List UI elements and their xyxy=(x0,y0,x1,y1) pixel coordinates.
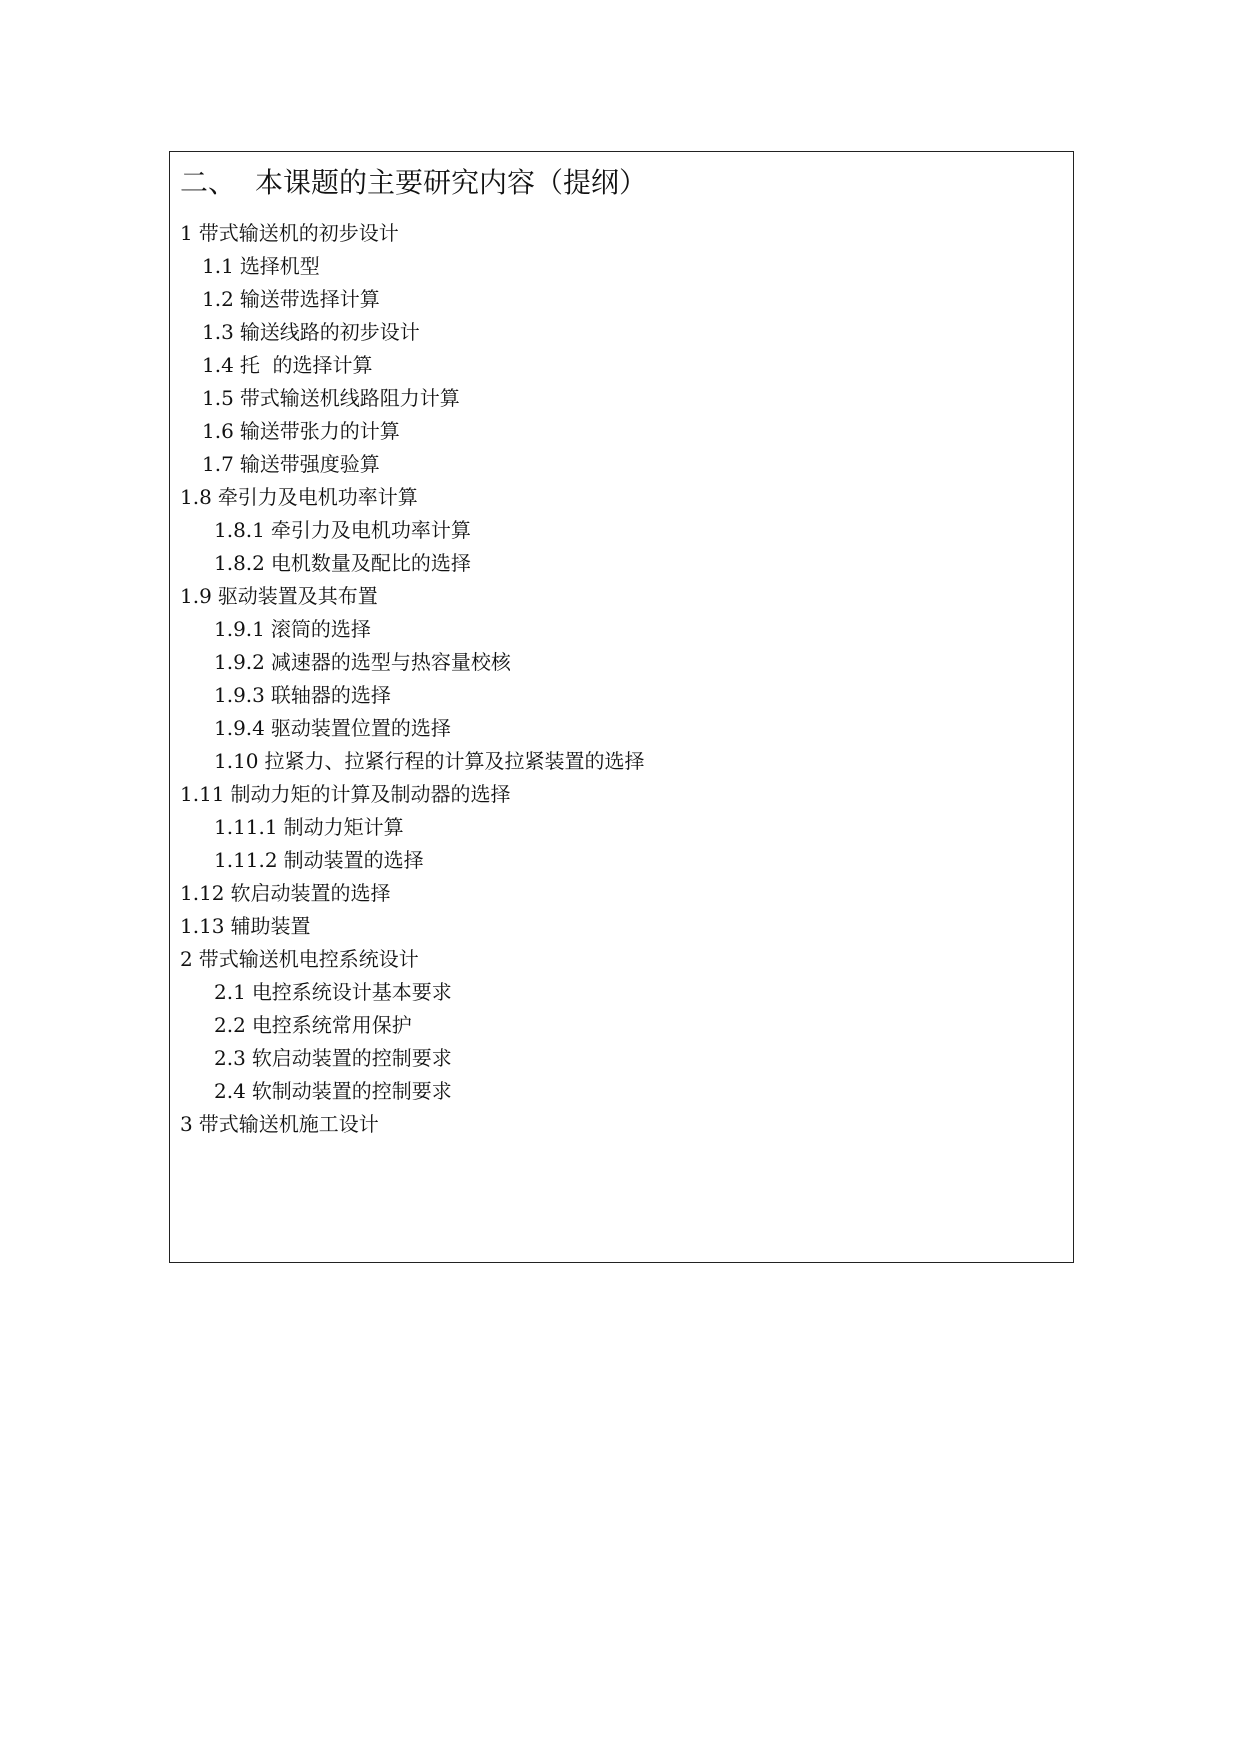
item-number: 1.1 xyxy=(202,254,234,278)
item-text: 托 的选择计算 xyxy=(239,353,373,377)
outline-item xyxy=(214,813,404,841)
outline-item xyxy=(202,285,380,313)
item-number: 1.11 xyxy=(180,782,225,806)
item-number: 2.1 xyxy=(214,980,246,1004)
item-number: 1.4 xyxy=(202,353,234,377)
item-number: 2.2 xyxy=(214,1013,246,1037)
section-title: 本课题的主要研究内容（提纲） xyxy=(255,166,648,199)
item-number: 2 xyxy=(180,947,193,971)
item-number: 1.11.1 xyxy=(214,815,278,839)
outline-item xyxy=(202,318,420,346)
item-text: 选择机型 xyxy=(239,254,320,278)
item-text: 输送带张力的计算 xyxy=(239,419,400,443)
item-number: 1.5 xyxy=(202,386,234,410)
outline-item xyxy=(214,681,391,709)
item-number: 1.9.4 xyxy=(214,716,265,740)
outline-item xyxy=(214,615,371,643)
outline-item xyxy=(202,450,380,478)
item-number: 1.9.2 xyxy=(214,650,265,674)
item-text: 驱动装置及其布置 xyxy=(217,584,378,608)
item-text: 牵引力及电机功率计算 xyxy=(270,518,471,542)
outline-item xyxy=(180,780,511,808)
outline-item xyxy=(214,516,471,544)
outline-item xyxy=(214,1077,452,1105)
outline-item xyxy=(180,483,418,511)
item-text: 带式输送机电控系统设计 xyxy=(198,947,419,971)
outline-item xyxy=(180,582,378,610)
outline-item xyxy=(202,417,400,445)
item-text: 电控系统常用保护 xyxy=(251,1013,412,1037)
item-text: 制动力矩的计算及制动器的选择 xyxy=(230,782,511,806)
item-number: 1.11.2 xyxy=(214,848,278,872)
section-heading xyxy=(180,163,647,203)
outline-item xyxy=(214,846,424,874)
item-text: 带式输送机的初步设计 xyxy=(198,221,399,245)
outline-item xyxy=(180,912,311,940)
item-text: 电控系统设计基本要求 xyxy=(251,980,452,1004)
item-number: 1.10 xyxy=(214,749,259,773)
item-text: 滚筒的选择 xyxy=(270,617,371,641)
item-text: 软启动装置的控制要求 xyxy=(251,1046,452,1070)
outline-item xyxy=(202,384,460,412)
item-text: 拉紧力、拉紧行程的计算及拉紧装置的选择 xyxy=(264,749,645,773)
item-text: 辅助装置 xyxy=(230,914,311,938)
outline-item xyxy=(214,1044,452,1072)
outline-item xyxy=(180,219,399,247)
item-number: 1 xyxy=(180,221,193,245)
item-text: 制动装置的选择 xyxy=(283,848,424,872)
outline-item xyxy=(214,549,471,577)
item-number: 1.8.1 xyxy=(214,518,265,542)
item-number: 1.3 xyxy=(202,320,234,344)
item-text: 制动力矩计算 xyxy=(283,815,404,839)
item-number: 1.7 xyxy=(202,452,234,476)
item-number: 1.12 xyxy=(180,881,225,905)
item-number: 3 xyxy=(180,1112,193,1136)
item-text: 带式输送机线路阻力计算 xyxy=(239,386,460,410)
item-text: 输送带选择计算 xyxy=(239,287,380,311)
item-number: 1.8.2 xyxy=(214,551,265,575)
outline-item xyxy=(214,1011,412,1039)
outline-item xyxy=(214,648,511,676)
outline-item xyxy=(180,879,391,907)
item-number: 1.9.1 xyxy=(214,617,265,641)
item-text: 软制动装置的控制要求 xyxy=(251,1079,452,1103)
item-number: 1.9 xyxy=(180,584,212,608)
outline-item xyxy=(214,714,451,742)
item-number: 1.2 xyxy=(202,287,234,311)
item-number: 1.9.3 xyxy=(214,683,265,707)
item-number: 2.4 xyxy=(214,1079,246,1103)
item-number: 1.8 xyxy=(180,485,212,509)
outline-item xyxy=(202,351,373,379)
outline-item xyxy=(214,978,452,1006)
item-number: 2.3 xyxy=(214,1046,246,1070)
item-text: 联轴器的选择 xyxy=(270,683,391,707)
section-number: 二、 xyxy=(180,166,237,199)
outline-item xyxy=(180,1110,379,1138)
outline-item xyxy=(180,945,419,973)
item-number: 1.6 xyxy=(202,419,234,443)
item-text: 电机数量及配比的选择 xyxy=(270,551,471,575)
item-text: 输送线路的初步设计 xyxy=(239,320,420,344)
outline-item xyxy=(202,252,320,280)
item-text: 牵引力及电机功率计算 xyxy=(217,485,418,509)
item-text: 带式输送机施工设计 xyxy=(198,1112,379,1136)
outline-item xyxy=(214,747,645,775)
item-text: 软启动装置的选择 xyxy=(230,881,391,905)
item-text: 驱动装置位置的选择 xyxy=(270,716,451,740)
item-number: 1.13 xyxy=(180,914,225,938)
item-text: 减速器的选型与热容量校核 xyxy=(270,650,511,674)
item-text: 输送带强度验算 xyxy=(239,452,380,476)
